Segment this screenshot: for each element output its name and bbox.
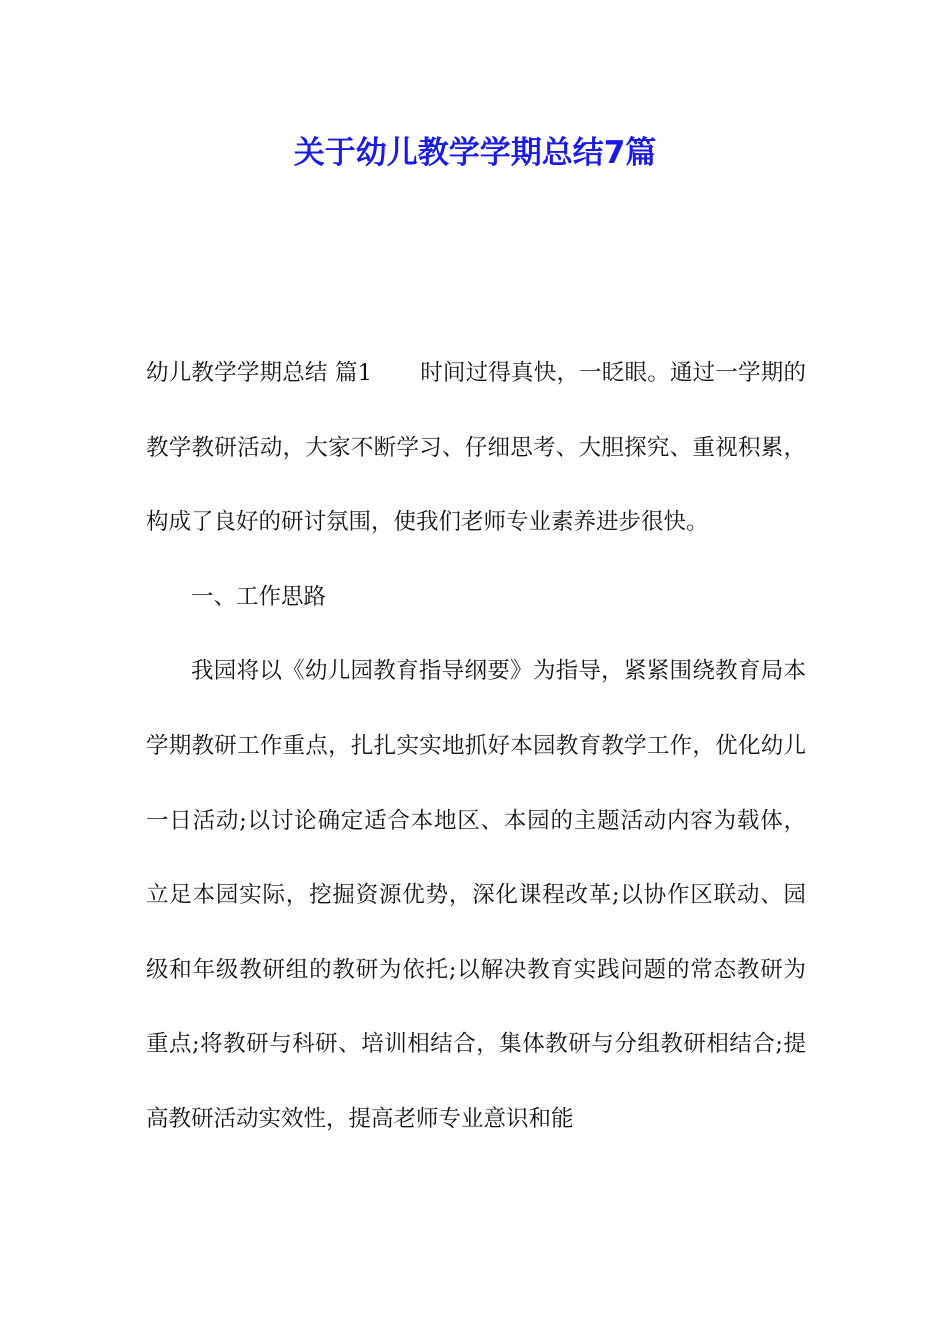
subheading-work-ideas: 一、工作思路: [191, 583, 327, 610]
intro-text: 时间过得真快，一眨眼。通过一学期的教学教研活动，大家不断学习、仔细思考、大胆探究、重视积累，构成了良好的研讨氛围，使我们老师专业素养进步很快。: [146, 360, 806, 536]
paragraph-work-ideas: 我园将以《幼儿园教育指导纲要》为指导，紧紧围绕教育局本学期教研工作重点，扎扎实实地抓好本园教育教学工作，优化幼儿一日活动;以讨论确定适合本地区、本园的主题活动内容为载体，立足本园实际，挖掘资源优势，深化课程改革;以协作区联动、园级和年级教研组的教研为依托;以解决教育实践问题的常态教研为重点;将教研与科研、培训相结合，集体教研与分组教研相结合;提高教研活动实效性，提高老师专业意识和能: [146, 658, 806, 1132]
section-heading: 幼儿教学学期总结 篇1: [146, 360, 373, 386]
document-title: 关于幼儿教学学期总结7篇: [293, 135, 657, 171]
intro-paragraph: [146, 336, 806, 560]
document-body: [146, 336, 806, 1157]
